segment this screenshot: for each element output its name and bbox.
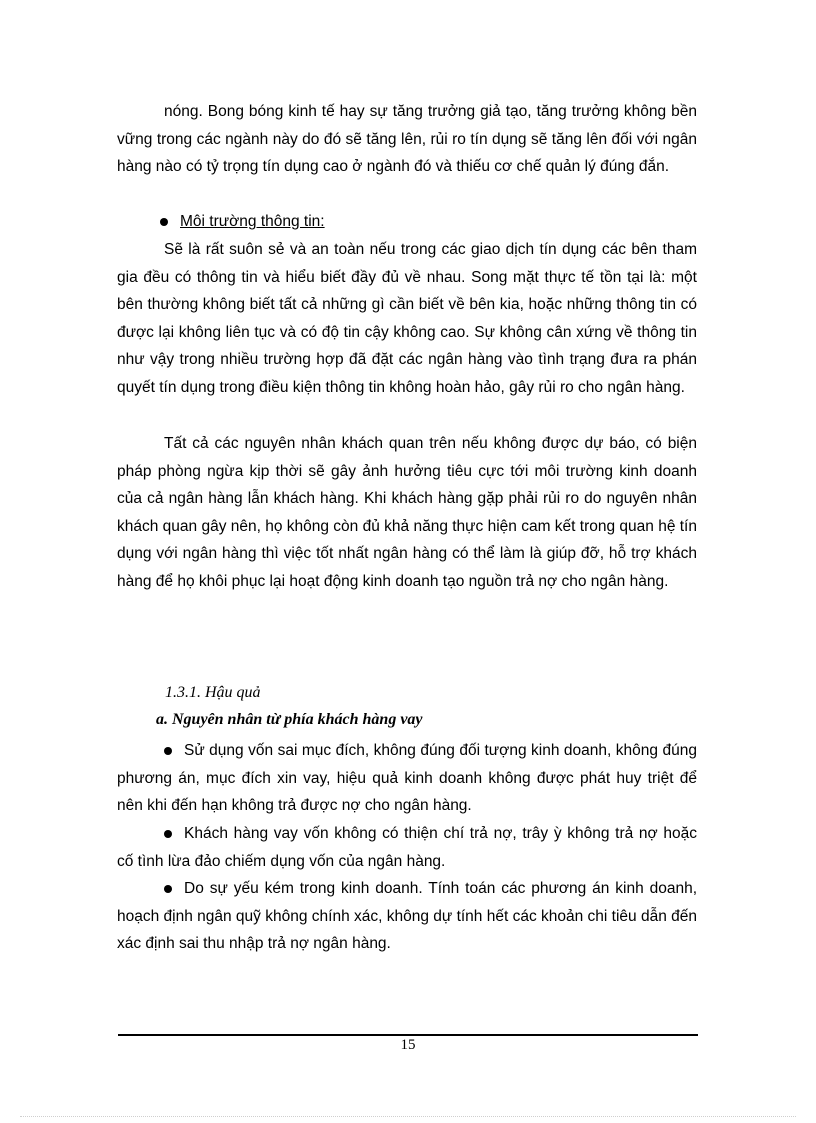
footer-rule	[118, 1034, 698, 1036]
env-info-title: Môi trường thông tin:	[180, 213, 325, 230]
bullet-icon	[160, 218, 168, 226]
bullet-item-unwilling	[117, 820, 697, 875]
bullet-text: Do sự yếu kém trong kinh doanh. Tính toán các phương án kinh doanh, hoạch định ngân quỹ không chính xác, không dự tính hết các khoản chi tiêu dẫn đến xác định sai thu nhập trả nợ ngân hàng.	[117, 880, 697, 952]
page-number: 15	[400, 1037, 416, 1053]
paragraph-bubble-economy: nóng. Bong bóng kinh tế hay sự tăng trưởng giả tạo, tăng trưởng không bền vững trong các ngành này do đó sẽ tăng lên, rủi ro tín dụng sẽ tăng lên đối với ngân hàng nào có tỷ trọng tín dụng cao ở ngành đó và thiếu cơ chế quản lý đúng đắn.	[117, 103, 697, 175]
bullet-text: Khách hàng vay vốn không có thiện chí trả nợ, trây ỳ không trả nợ hoặc cố tình lừa đảo chiếm dụng vốn của ngân hàng.	[117, 825, 697, 870]
paragraph-objective-causes: Tất cả các nguyên nhân khách quan trên nếu không được dự báo, có biện pháp phòng ngừa kịp thời sẽ gây ảnh hưởng tiêu cực tới môi trường kinh doanh của cả ngân hàng lẫn khách hàng. Khi khách hàng gặp phải rủi ro do nguyên nhân khách quan gây nên, họ không còn đủ khả năng thực hiện cam kết trong quan hệ tín dụng với ngân hàng thì việc tốt nhất ngân hàng có thể làm là giúp đỡ, hỗ trợ khách hàng để họ khôi phục lại hoạt động kinh doanh tạo nguồn trả nợ cho ngân hàng.	[117, 435, 697, 590]
bullet-item-weak-business	[117, 875, 697, 958]
section-heading: 1.3.1. Hậu quả	[165, 684, 261, 701]
paragraph-info-asymmetry: Sẽ là rất suôn sẻ và an toàn nếu trong các giao dịch tín dụng các bên tham gia đều có thông tin và hiểu biết đầy đủ về nhau. Song mặt thực tế tồn tại là: một bên thường không biết tất cả những gì cần biết về bên kia, hoặc những thông tin có được lại không liên tục và có độ tin cậy không cao. Sự không cân xứng về thông tin như vậy trong nhiều trường hợp đã đặt các ngân hàng vào tình trạng đưa ra phán quyết tín dụng trong điều kiện thông tin không hoàn hảo, gây rủi ro cho ngân hàng.	[117, 241, 697, 396]
bullet-icon	[164, 830, 172, 838]
bullet-icon	[164, 885, 172, 893]
bullet-env-info	[160, 208, 325, 236]
bullet-item-misuse	[117, 737, 697, 820]
bullet-text: Sử dụng vốn sai mục đích, không đúng đối tượng kinh doanh, không đúng phương án, mục đích xin vay, hiệu quả kinh doanh không được phát huy triệt để nên khi đến hạn không trả được nợ cho ngân hàng.	[117, 742, 697, 814]
page-edge-divider	[20, 1116, 796, 1117]
subsection-heading: a. Nguyên nhân từ phía khách hàng vay	[156, 711, 423, 728]
bullet-icon	[164, 747, 172, 755]
